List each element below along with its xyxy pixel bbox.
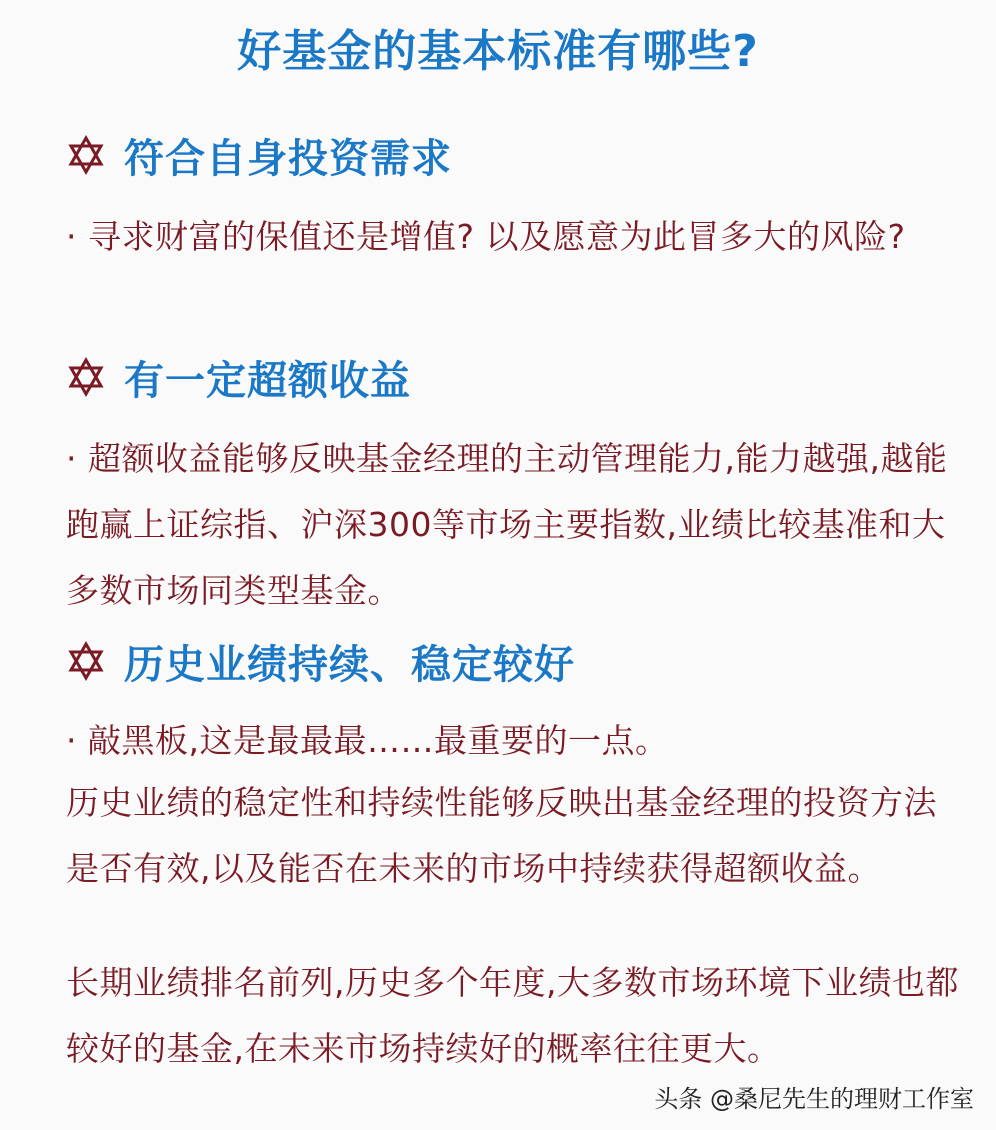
- star-of-david-icon: [66, 357, 106, 397]
- page-title: 好基金的基本标准有哪些?: [237, 26, 759, 77]
- section-body-3c: 长期业绩排名前列,历史多个年度,大多数市场环境下业绩也都较好的基金,在未来市场持续好的概率往往更大。: [66, 963, 959, 1068]
- section-body-3: · 敲黑板,这是最最最……最重要的一点。: [66, 721, 669, 760]
- section-heading-2: [66, 342, 411, 412]
- section-body-3b: 历史业绩的稳定性和持续性能够反映出基金经理的投资方法是否有效,以及能否在未来的市场中持续获得超额收益。: [66, 783, 937, 888]
- star-of-david-icon: [66, 135, 106, 175]
- section-body-1: · 寻求财富的保值还是增值? 以及愿意为此冒多大的风险?: [66, 217, 906, 256]
- section-heading-text: 历史业绩持续、稳定较好: [124, 641, 575, 688]
- section-heading-1: [66, 120, 452, 190]
- watermark: 头条 @桑尼先生的理财工作室: [654, 1085, 974, 1113]
- section-heading-3: [66, 626, 575, 696]
- section-heading-text: 有一定超额收益: [124, 357, 411, 404]
- section-heading-text: 符合自身投资需求: [124, 135, 452, 182]
- star-of-david-icon: [66, 641, 106, 681]
- section-body-2: · 超额收益能够反映基金经理的主动管理能力,能力越强,越能跑赢上证综指、沪深300等市场主要指数,业绩比较基准和大多数市场同类型基金。: [66, 439, 948, 610]
